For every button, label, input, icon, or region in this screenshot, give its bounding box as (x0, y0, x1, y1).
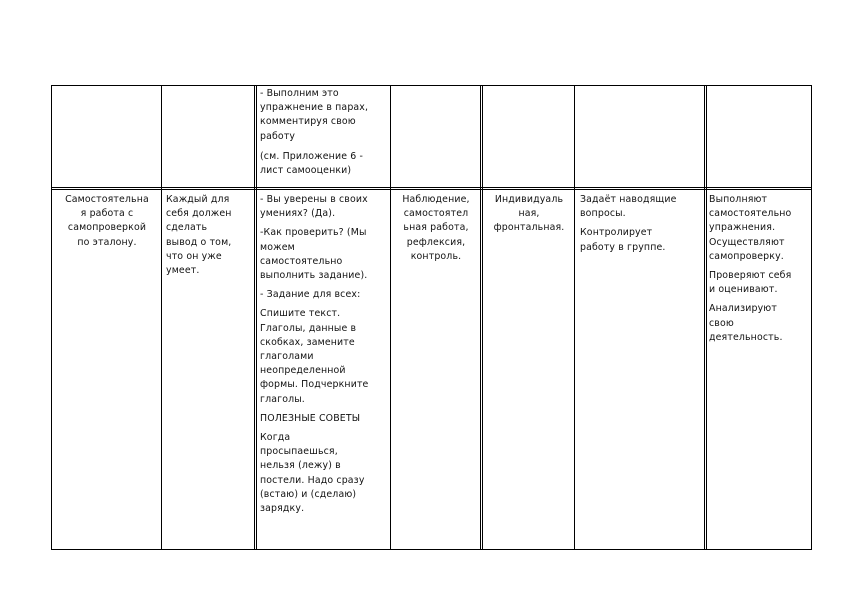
forms-text: Наблюдение, самостоятел ьная работа, рефлексия, контроль. (402, 194, 470, 262)
paragraph: Анализируют свою деятельность. (709, 303, 783, 343)
row2-method-cell (260, 193, 390, 521)
goal-text: Каждый для себя должен сделать вывод о том, что он уже умеет. (166, 194, 232, 277)
paragraph: - Вы уверены в своих умениях? (Да). (260, 194, 368, 220)
paragraph: Задаёт наводящие вопросы. (580, 194, 677, 220)
row2-stage-cell (54, 193, 160, 255)
row-divider (52, 187, 811, 190)
column-divider (161, 86, 162, 549)
paragraph: Спишите текст. Глаголы, данные в скобках, замените глаголами неопределенной формы. Подчеркните глаголы. (260, 308, 369, 405)
row2-goal-cell (166, 193, 254, 283)
row2-work-form-cell (484, 193, 574, 241)
paragraph: Проверяют себя и оценивают. (709, 270, 792, 296)
column-divider (480, 86, 483, 549)
paragraph: -Как проверить? (Мы можем самостоятельно выполнить задание). (260, 227, 368, 282)
column-divider (254, 86, 257, 549)
lesson-plan-table (51, 85, 812, 550)
work-form-text: Индивидуаль ная, фронтальная. (493, 194, 565, 234)
paragraph: Когда просыпаешься, нельзя (лежу) в постели. Надо сразу (встаю) и (сделаю) зарядку. (260, 432, 365, 515)
row2-teacher-cell (580, 193, 704, 260)
column-divider (704, 86, 707, 549)
column-divider (390, 86, 391, 549)
row2-students-cell (709, 193, 811, 350)
row1-method-cell (260, 87, 388, 183)
paragraph: - Задание для всех: (260, 289, 361, 301)
paragraph: Контролирует работу в группе. (580, 227, 666, 253)
column-divider (574, 86, 575, 549)
paragraph: Выполняют самостоятельно упражнения. Осуществляют самопроверку. (709, 194, 792, 262)
paragraph: (см. Приложение 6 - лист самооценки) (260, 150, 364, 177)
stage-text: Самостоятельна я работа с самопроверкой по эталону. (65, 194, 149, 248)
paragraph: ПОЛЕЗНЫЕ СОВЕТЫ (260, 412, 361, 424)
paragraph: - Выполним это упражнение в парах, комментируя свою работу (260, 88, 369, 142)
row2-forms-control-cell (392, 193, 480, 269)
